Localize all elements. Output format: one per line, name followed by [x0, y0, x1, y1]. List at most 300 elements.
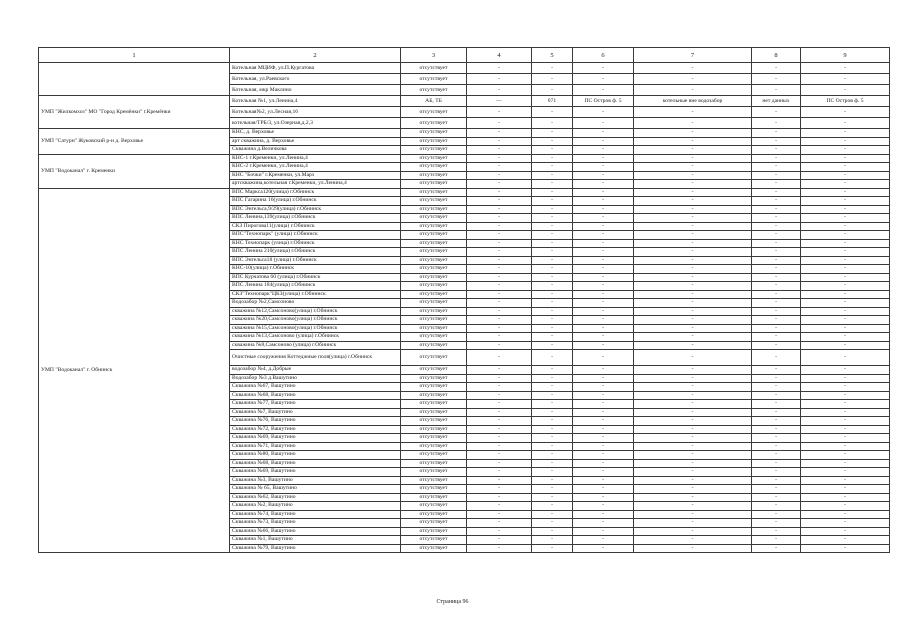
value-cell: -	[801, 205, 890, 214]
organization-cell	[39, 63, 230, 96]
value-cell: -	[573, 468, 634, 477]
value-cell: -	[573, 273, 634, 282]
value-cell: нет данных	[752, 96, 801, 107]
value-cell: -	[532, 391, 573, 400]
header-cell: 1	[39, 48, 230, 63]
value-cell: -	[467, 205, 532, 214]
value-cell: -	[573, 299, 634, 308]
value-cell: -	[801, 239, 890, 248]
value-cell: -	[801, 383, 890, 392]
status-cell: отсутствует	[401, 510, 467, 519]
value-cell: -	[634, 374, 752, 383]
value-cell: -	[752, 468, 801, 477]
value-cell: -	[801, 510, 890, 519]
object-name-cell: Котельная №1, ул.Ленина,4	[230, 96, 401, 107]
status-cell: отсутствует	[401, 63, 467, 74]
value-cell: -	[801, 180, 890, 189]
status-cell: отсутствует	[401, 341, 467, 350]
header-cell: 8	[752, 48, 801, 63]
value-cell: -	[532, 231, 573, 240]
value-cell: -	[801, 290, 890, 299]
value-cell: -	[752, 146, 801, 155]
value-cell: -	[573, 146, 634, 155]
header-row	[39, 48, 890, 63]
value-cell: -	[801, 154, 890, 163]
value-cell: -	[752, 366, 801, 375]
value-cell: -	[801, 74, 890, 85]
value-cell: -	[573, 425, 634, 434]
page-number: Страница 96	[436, 599, 469, 605]
value-cell: -	[634, 163, 752, 172]
value-cell: -	[752, 476, 801, 485]
value-cell: -	[801, 400, 890, 409]
value-cell: -	[573, 214, 634, 223]
value-cell: -	[752, 519, 801, 528]
status-cell: отсутствует	[401, 417, 467, 426]
object-name-cell: ВПС Энгельса,9/29(улица) г.Обнинск	[230, 205, 401, 214]
value-cell: -	[634, 510, 752, 519]
value-cell: -	[634, 74, 752, 85]
status-cell: отсутствует	[401, 163, 467, 172]
value-cell: -	[532, 383, 573, 392]
status-cell: отсутствует	[401, 273, 467, 282]
value-cell: -	[801, 214, 890, 223]
object-name-cell: Скважина №74, Вашутино	[230, 510, 401, 519]
value-cell: -	[801, 366, 890, 375]
value-cell: -	[634, 408, 752, 417]
object-name-cell: скважина №15,Самсоново(улица) г.Обнинск	[230, 324, 401, 333]
value-cell: -	[752, 180, 801, 189]
value-cell: -	[634, 146, 752, 155]
value-cell: -	[801, 451, 890, 460]
value-cell: -	[467, 451, 532, 460]
value-cell: -	[532, 85, 573, 96]
value-cell: -	[801, 265, 890, 274]
status-cell: отсутствует	[401, 425, 467, 434]
value-cell: -	[801, 425, 890, 434]
value-cell: -	[532, 502, 573, 511]
value-cell: -	[801, 282, 890, 291]
value-cell: -	[532, 63, 573, 74]
value-cell: -	[801, 129, 890, 138]
value-cell: -	[801, 544, 890, 553]
value-cell: -	[801, 324, 890, 333]
status-cell: отсутствует	[401, 188, 467, 197]
value-cell: -	[752, 333, 801, 342]
value-cell: -	[467, 374, 532, 383]
value-cell: -	[752, 273, 801, 282]
value-cell: -	[573, 333, 634, 342]
status-cell: отсутствует	[401, 485, 467, 494]
value-cell: -	[634, 273, 752, 282]
object-name-cell: Котельная№2, ул.Лесная,16	[230, 107, 401, 118]
status-cell: отсутствует	[401, 459, 467, 468]
value-cell: -	[467, 366, 532, 375]
value-cell: -	[467, 107, 532, 118]
value-cell: -	[801, 316, 890, 325]
value-cell: -	[467, 265, 532, 274]
organization-cell: УМП "Водоканал" г. Кременки	[39, 154, 230, 188]
value-cell: -	[467, 333, 532, 342]
value-cell: -	[467, 417, 532, 426]
object-name-cell: арт скважина, д. Верховье	[230, 137, 401, 146]
value-cell: -	[532, 205, 573, 214]
object-name-cell: Скважина №79, Вашутино	[230, 544, 401, 553]
value-cell: -	[532, 468, 573, 477]
data-table	[38, 47, 890, 553]
object-name-cell: Скважина №2, Вашутино	[230, 502, 401, 511]
value-cell: -	[634, 417, 752, 426]
value-cell: -	[634, 290, 752, 299]
value-cell: -	[573, 307, 634, 316]
object-name-cell: ВПС Гагарина 16(улица) г.Обнинск	[230, 197, 401, 206]
value-cell: -	[634, 442, 752, 451]
value-cell: -	[532, 107, 573, 118]
value-cell: -	[573, 527, 634, 536]
value-cell: -	[532, 417, 573, 426]
value-cell: -	[467, 197, 532, 206]
value-cell: -	[801, 476, 890, 485]
status-cell: отсутствует	[401, 366, 467, 375]
value-cell: -	[467, 468, 532, 477]
status-cell: отсутствует	[401, 442, 467, 451]
object-name-cell: СКЗ"Технопарк"ЦКЗ(улица) г.Обнинск	[230, 290, 401, 299]
status-cell: отсутствует	[401, 544, 467, 553]
value-cell: -	[467, 222, 532, 231]
value-cell: -	[532, 510, 573, 519]
value-cell: -	[801, 417, 890, 426]
value-cell: -	[532, 485, 573, 494]
object-name-cell: котельная/ТРБ/3, ул.Озерная,д.2,3	[230, 118, 401, 129]
status-cell: отсутствует	[401, 374, 467, 383]
value-cell: -	[634, 282, 752, 291]
value-cell: -	[467, 324, 532, 333]
value-cell: -	[801, 341, 890, 350]
value-cell: -	[634, 316, 752, 325]
value-cell: -	[532, 366, 573, 375]
value-cell: -	[573, 366, 634, 375]
status-cell: отсутствует	[401, 107, 467, 118]
value-cell: -	[573, 107, 634, 118]
object-name-cell: Котельная, ул.Раевского	[230, 74, 401, 85]
value-cell: -	[573, 154, 634, 163]
status-cell: отсутствует	[401, 137, 467, 146]
value-cell: -	[801, 391, 890, 400]
object-name-cell: ВПС Ленина,139(улица) г.Обнинск	[230, 214, 401, 223]
value-cell: -	[573, 391, 634, 400]
value-cell: -	[532, 129, 573, 138]
value-cell: котельные вне водозабор	[634, 96, 752, 107]
value-cell: -	[752, 290, 801, 299]
value-cell: -	[532, 408, 573, 417]
value-cell: -	[532, 273, 573, 282]
table-row	[39, 129, 890, 138]
value-cell: -	[573, 510, 634, 519]
value-cell: 071	[532, 96, 573, 107]
value-cell: -	[634, 154, 752, 163]
status-cell: отсутствует	[401, 350, 467, 366]
status-cell: отсутствует	[401, 316, 467, 325]
value-cell: -	[573, 74, 634, 85]
status-cell: отсутствует	[401, 408, 467, 417]
value-cell: -	[467, 180, 532, 189]
object-name-cell: скважина №13,Самсоново (улица) г.Обнинск	[230, 333, 401, 342]
object-name-cell: Скважина №72, Вашутино	[230, 425, 401, 434]
value-cell: -	[573, 324, 634, 333]
value-cell: -	[532, 341, 573, 350]
value-cell: -	[532, 256, 573, 265]
value-cell: -	[573, 63, 634, 74]
value-cell: -	[801, 222, 890, 231]
value-cell: -	[752, 341, 801, 350]
value-cell: -	[752, 307, 801, 316]
value-cell: -	[801, 137, 890, 146]
value-cell: -	[801, 527, 890, 536]
value-cell: -	[752, 374, 801, 383]
value-cell: -	[752, 231, 801, 240]
value-cell: -	[634, 485, 752, 494]
status-cell: отсутствует	[401, 299, 467, 308]
value-cell: -	[634, 299, 752, 308]
value-cell: -	[573, 493, 634, 502]
value-cell: -	[752, 137, 801, 146]
value-cell: -	[801, 248, 890, 257]
value-cell: -	[532, 146, 573, 155]
value-cell: -	[573, 400, 634, 409]
value-cell: -	[467, 502, 532, 511]
value-cell: -	[573, 248, 634, 257]
value-cell: -	[752, 434, 801, 443]
header-cell: 9	[801, 48, 890, 63]
value-cell: -	[532, 442, 573, 451]
value-cell: -	[532, 316, 573, 325]
value-cell: -	[532, 476, 573, 485]
table-body	[39, 48, 890, 553]
value-cell: -	[532, 519, 573, 528]
value-cell: -	[532, 248, 573, 257]
value-cell: -	[634, 256, 752, 265]
value-cell: -	[752, 408, 801, 417]
value-cell: -	[752, 282, 801, 291]
value-cell: -	[573, 341, 634, 350]
object-name-cell: Скважина №69, Вашутино	[230, 468, 401, 477]
value-cell: -	[573, 316, 634, 325]
value-cell: -	[573, 442, 634, 451]
value-cell: -	[752, 442, 801, 451]
value-cell: -	[801, 63, 890, 74]
value-cell: -	[467, 527, 532, 536]
value-cell: -	[532, 163, 573, 172]
table-row	[39, 63, 890, 74]
value-cell: -	[634, 171, 752, 180]
value-cell: —	[467, 96, 532, 107]
value-cell: -	[752, 493, 801, 502]
value-cell: -	[573, 476, 634, 485]
value-cell: -	[801, 408, 890, 417]
object-name-cell: ВПС"Технопарк" (улица) г.Обнинск	[230, 231, 401, 240]
status-cell: отсутствует	[401, 324, 467, 333]
value-cell: -	[532, 265, 573, 274]
value-cell: -	[532, 171, 573, 180]
value-cell: -	[634, 350, 752, 366]
value-cell: -	[467, 273, 532, 282]
status-cell: отсутствует	[401, 434, 467, 443]
value-cell: -	[801, 118, 890, 129]
value-cell: -	[752, 324, 801, 333]
value-cell: -	[634, 265, 752, 274]
value-cell: -	[467, 171, 532, 180]
value-cell: -	[801, 188, 890, 197]
object-name-cell: ВПС Ленина 184(улица) г.Обнинск	[230, 282, 401, 291]
object-name-cell: артскважина,котельная г.Кременки, ул.Ленина,4	[230, 180, 401, 189]
value-cell: -	[752, 85, 801, 96]
status-cell: отсутствует	[401, 231, 467, 240]
value-cell: -	[532, 299, 573, 308]
value-cell: -	[532, 197, 573, 206]
status-cell: отсутствует	[401, 400, 467, 409]
value-cell: -	[752, 502, 801, 511]
value-cell: -	[801, 442, 890, 451]
object-name-cell: Скважина №3, Вашутино	[230, 476, 401, 485]
value-cell: -	[532, 459, 573, 468]
object-name-cell: КНС, д. Верховье	[230, 129, 401, 138]
table-row	[39, 188, 890, 197]
value-cell: -	[752, 214, 801, 223]
value-cell: -	[467, 231, 532, 240]
status-cell: отсутствует	[401, 205, 467, 214]
value-cell: -	[467, 383, 532, 392]
header-cell: 7	[634, 48, 752, 63]
value-cell: -	[752, 107, 801, 118]
value-cell: -	[752, 299, 801, 308]
value-cell: -	[634, 231, 752, 240]
value-cell: -	[752, 527, 801, 536]
value-cell: -	[752, 163, 801, 172]
status-cell: отсутствует	[401, 256, 467, 265]
value-cell: -	[573, 485, 634, 494]
value-cell: -	[752, 536, 801, 545]
value-cell: -	[634, 248, 752, 257]
value-cell: -	[634, 366, 752, 375]
value-cell: -	[467, 282, 532, 291]
value-cell: -	[467, 63, 532, 74]
value-cell: -	[752, 256, 801, 265]
value-cell: -	[801, 163, 890, 172]
value-cell: -	[801, 459, 890, 468]
value-cell: -	[752, 154, 801, 163]
object-name-cell: КНС-10(улица) г.Обнинск	[230, 265, 401, 274]
value-cell: -	[467, 129, 532, 138]
value-cell: -	[634, 527, 752, 536]
value-cell: -	[634, 451, 752, 460]
object-name-cell: КНС Технопарк (улица) г.Обнинск	[230, 239, 401, 248]
value-cell: -	[467, 154, 532, 163]
status-cell: отсутствует	[401, 476, 467, 485]
value-cell: -	[752, 239, 801, 248]
organization-cell: УМП "Жилкомхоз" МО "Город Кремёнки" г.Кремёнки	[39, 96, 230, 129]
value-cell: -	[573, 85, 634, 96]
value-cell: -	[467, 307, 532, 316]
value-cell: -	[467, 519, 532, 528]
value-cell: -	[634, 341, 752, 350]
value-cell: -	[467, 188, 532, 197]
value-cell: -	[532, 451, 573, 460]
value-cell: -	[573, 408, 634, 417]
status-cell: отсутствует	[401, 129, 467, 138]
value-cell: -	[467, 316, 532, 325]
object-name-cell: Скважина №68, Вашутино	[230, 391, 401, 400]
value-cell: -	[634, 391, 752, 400]
value-cell: -	[573, 239, 634, 248]
value-cell: -	[573, 222, 634, 231]
value-cell: -	[752, 197, 801, 206]
value-cell: -	[634, 459, 752, 468]
value-cell: -	[532, 493, 573, 502]
value-cell: -	[752, 74, 801, 85]
status-cell: отсутствует	[401, 391, 467, 400]
status-cell: отсутствует	[401, 248, 467, 257]
value-cell: -	[532, 282, 573, 291]
object-name-cell: Скважина №77, Вашутино	[230, 400, 401, 409]
value-cell: -	[752, 248, 801, 257]
value-cell: -	[801, 299, 890, 308]
value-cell: -	[801, 536, 890, 545]
status-cell: отсутствует	[401, 519, 467, 528]
value-cell: -	[532, 350, 573, 366]
value-cell: -	[467, 118, 532, 129]
value-cell: -	[573, 350, 634, 366]
object-name-cell: водозабор №4, д.Добрые	[230, 366, 401, 375]
value-cell: -	[752, 265, 801, 274]
status-cell: отсутствует	[401, 222, 467, 231]
value-cell: -	[573, 118, 634, 129]
value-cell: -	[634, 63, 752, 74]
value-cell: -	[752, 400, 801, 409]
value-cell: -	[573, 163, 634, 172]
value-cell: -	[801, 197, 890, 206]
value-cell: -	[634, 400, 752, 409]
value-cell: -	[801, 107, 890, 118]
status-cell: отсутствует	[401, 493, 467, 502]
value-cell: -	[634, 239, 752, 248]
value-cell: -	[752, 222, 801, 231]
header-cell: 2	[230, 48, 401, 63]
value-cell: -	[634, 129, 752, 138]
document-sheet	[38, 47, 889, 553]
value-cell: -	[634, 107, 752, 118]
object-name-cell: ВПС Ленина 210(улица) г.Обнинск	[230, 248, 401, 257]
value-cell: -	[634, 188, 752, 197]
status-cell: отсутствует	[401, 333, 467, 342]
value-cell: -	[801, 519, 890, 528]
value-cell: -	[752, 425, 801, 434]
object-name-cell: Водозабор №2,Самсоново	[230, 299, 401, 308]
status-cell: отсутствует	[401, 451, 467, 460]
value-cell: -	[801, 231, 890, 240]
value-cell: -	[752, 205, 801, 214]
value-cell: -	[467, 425, 532, 434]
header-cell: 6	[573, 48, 634, 63]
object-name-cell: Скважина д.Величкова	[230, 146, 401, 155]
value-cell: -	[573, 231, 634, 240]
value-cell: -	[573, 188, 634, 197]
value-cell: -	[634, 519, 752, 528]
value-cell: -	[573, 374, 634, 383]
value-cell: -	[634, 333, 752, 342]
value-cell: -	[467, 536, 532, 545]
value-cell: -	[634, 85, 752, 96]
value-cell: -	[467, 290, 532, 299]
